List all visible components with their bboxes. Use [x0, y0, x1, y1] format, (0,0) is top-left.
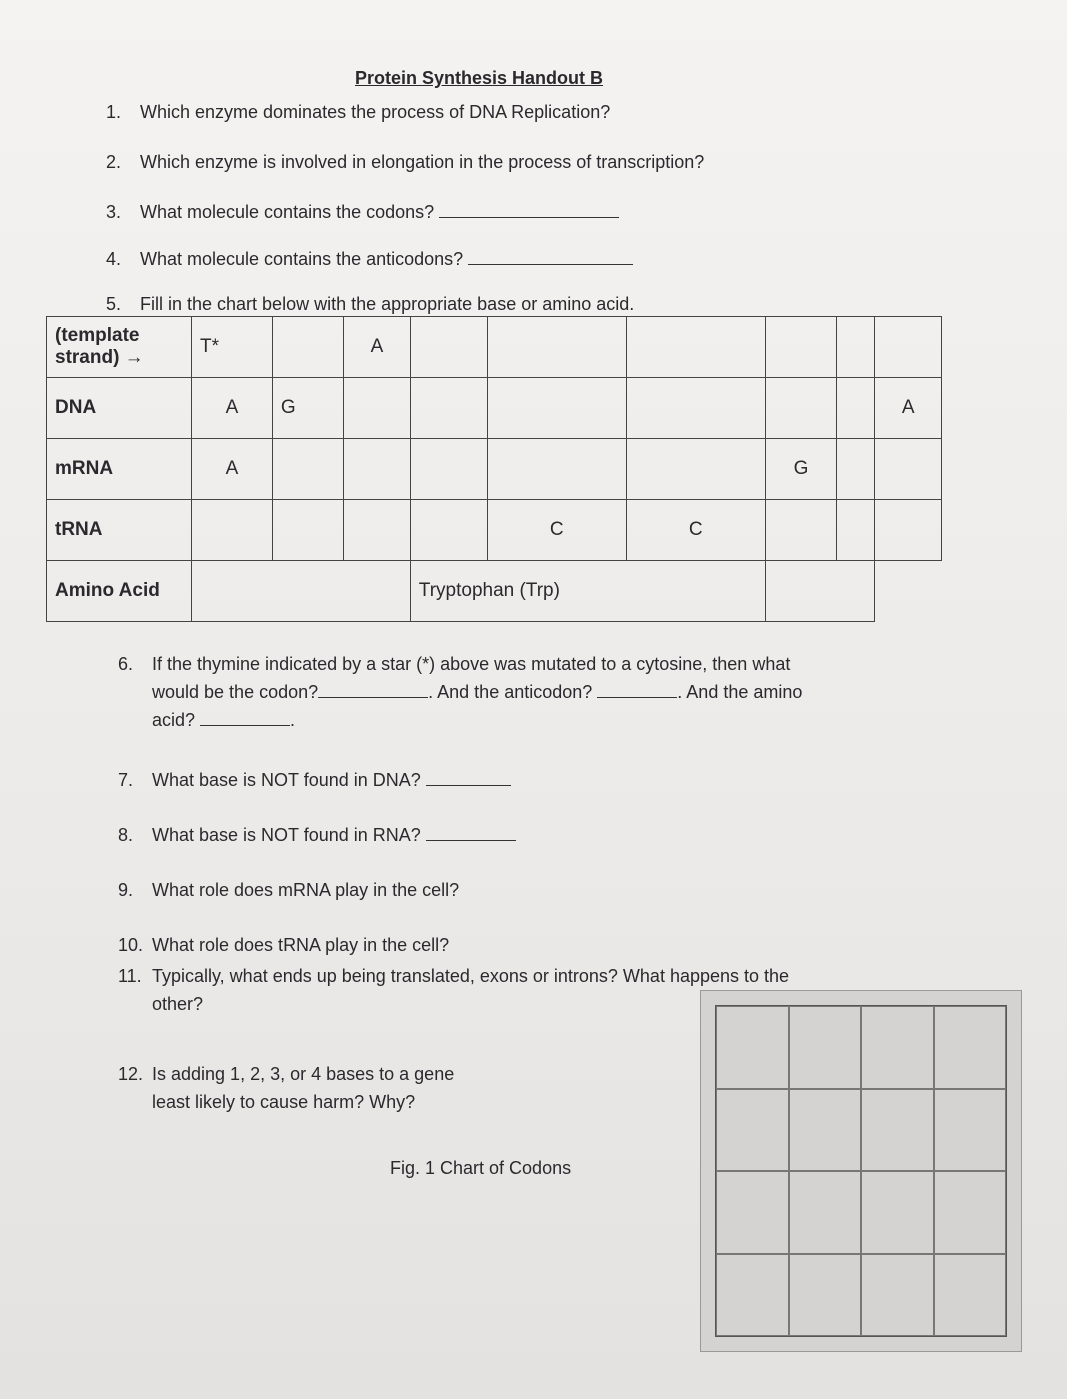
question-12: 12. Is adding 1, 2, 3, or 4 bases to a gene least likely to cause harm? Why? — [118, 1064, 455, 1112]
cell[interactable]: C — [487, 500, 626, 561]
cell[interactable] — [837, 439, 875, 500]
amino-row — [47, 561, 942, 622]
cell[interactable] — [837, 317, 875, 378]
cell[interactable] — [765, 378, 836, 439]
codon-block — [934, 1089, 1007, 1172]
cell[interactable] — [272, 317, 343, 378]
trna-row — [47, 500, 942, 561]
cell[interactable] — [192, 500, 273, 561]
row-label: tRNA — [47, 500, 192, 561]
cell[interactable] — [272, 439, 343, 500]
cell[interactable] — [626, 439, 765, 500]
cell[interactable]: A — [192, 378, 273, 439]
question-10: 10. What role does tRNA play in the cell? — [118, 935, 450, 955]
dna-row — [47, 378, 942, 439]
cell[interactable] — [410, 439, 487, 500]
template-row — [47, 317, 942, 378]
cell[interactable]: G — [765, 439, 836, 500]
row-label: mRNA — [47, 439, 192, 500]
cell[interactable] — [765, 317, 836, 378]
cell[interactable] — [344, 500, 411, 561]
codon-block — [861, 1254, 934, 1337]
codon-block — [789, 1089, 862, 1172]
cell[interactable] — [837, 500, 875, 561]
row-label: Amino Acid — [47, 561, 192, 622]
question-8: 8. What base is NOT found in RNA? — [118, 825, 516, 846]
cell[interactable]: A — [192, 439, 273, 500]
question-11: 11. Typically, what ends up being translated, exons or introns? What happens to the other? — [118, 966, 790, 1014]
cell[interactable] — [875, 439, 942, 500]
row-label: DNA — [47, 378, 192, 439]
codon-block — [716, 1171, 789, 1254]
question-1: 1. Which enzyme dominates the process of DNA Replication? — [106, 102, 611, 122]
answer-blank[interactable] — [597, 683, 677, 698]
page-title: Protein Synthesis Handout B — [355, 68, 604, 88]
cell[interactable] — [192, 561, 411, 622]
cell[interactable] — [487, 378, 626, 439]
cell[interactable]: C — [626, 500, 765, 561]
cell[interactable]: T* — [192, 317, 273, 378]
answer-blank[interactable] — [439, 203, 619, 218]
codon-block — [861, 1171, 934, 1254]
answer-blank[interactable] — [426, 826, 516, 841]
question-5: 5. Fill in the chart below with the appropriate base or amino acid. — [106, 294, 635, 314]
codon-block — [934, 1006, 1007, 1089]
cell[interactable] — [487, 317, 626, 378]
question-4: 4. What molecule contains the anticodons? — [106, 249, 633, 270]
answer-blank[interactable] — [468, 250, 633, 265]
cell[interactable] — [875, 317, 942, 378]
row-label: (template strand) → — [47, 317, 192, 378]
cell[interactable] — [765, 500, 836, 561]
cell[interactable] — [410, 500, 487, 561]
codon-block — [716, 1089, 789, 1172]
mrna-row — [47, 439, 942, 500]
figure-caption: Fig. 1 Chart of Codons — [390, 1158, 572, 1178]
cell[interactable] — [765, 561, 875, 622]
cell[interactable] — [272, 500, 343, 561]
cell[interactable] — [626, 317, 765, 378]
codon-block — [716, 1254, 789, 1337]
codon-block — [789, 1006, 862, 1089]
cell[interactable]: A — [344, 317, 411, 378]
answer-blank[interactable] — [318, 683, 428, 698]
codon-block — [861, 1006, 934, 1089]
answer-blank[interactable] — [426, 771, 511, 786]
cell[interactable]: A — [875, 378, 942, 439]
cell[interactable] — [410, 378, 487, 439]
cell[interactable] — [626, 378, 765, 439]
cell[interactable] — [344, 439, 411, 500]
codon-block — [789, 1254, 862, 1337]
cell[interactable] — [487, 439, 626, 500]
codon-block — [934, 1254, 1007, 1337]
question-2: 2. Which enzyme is involved in elongation in the process of transcription? — [106, 152, 705, 172]
codon-block — [861, 1089, 934, 1172]
codon-block — [789, 1171, 862, 1254]
question-6: 6. If the thymine indicated by a star (*) above was mutated to a cytosine, then what would be the codon? . And the anticodon? . And the amino acid? . — [118, 654, 803, 730]
cell[interactable]: Tryptophan (Trp) — [410, 561, 765, 622]
cell[interactable]: G — [272, 378, 343, 439]
cell[interactable] — [875, 500, 942, 561]
codon-block — [934, 1171, 1007, 1254]
synthesis-chart — [46, 316, 942, 622]
question-9: 9. What role does mRNA play in the cell? — [118, 880, 460, 900]
cell[interactable] — [837, 378, 875, 439]
codon-block — [716, 1006, 789, 1089]
cell[interactable] — [344, 378, 411, 439]
cell[interactable] — [410, 317, 487, 378]
codon-chart-image — [700, 990, 1022, 1352]
question-7: 7. What base is NOT found in DNA? — [118, 770, 511, 791]
answer-blank[interactable] — [200, 711, 290, 726]
question-3: 3. What molecule contains the codons? — [106, 202, 619, 223]
